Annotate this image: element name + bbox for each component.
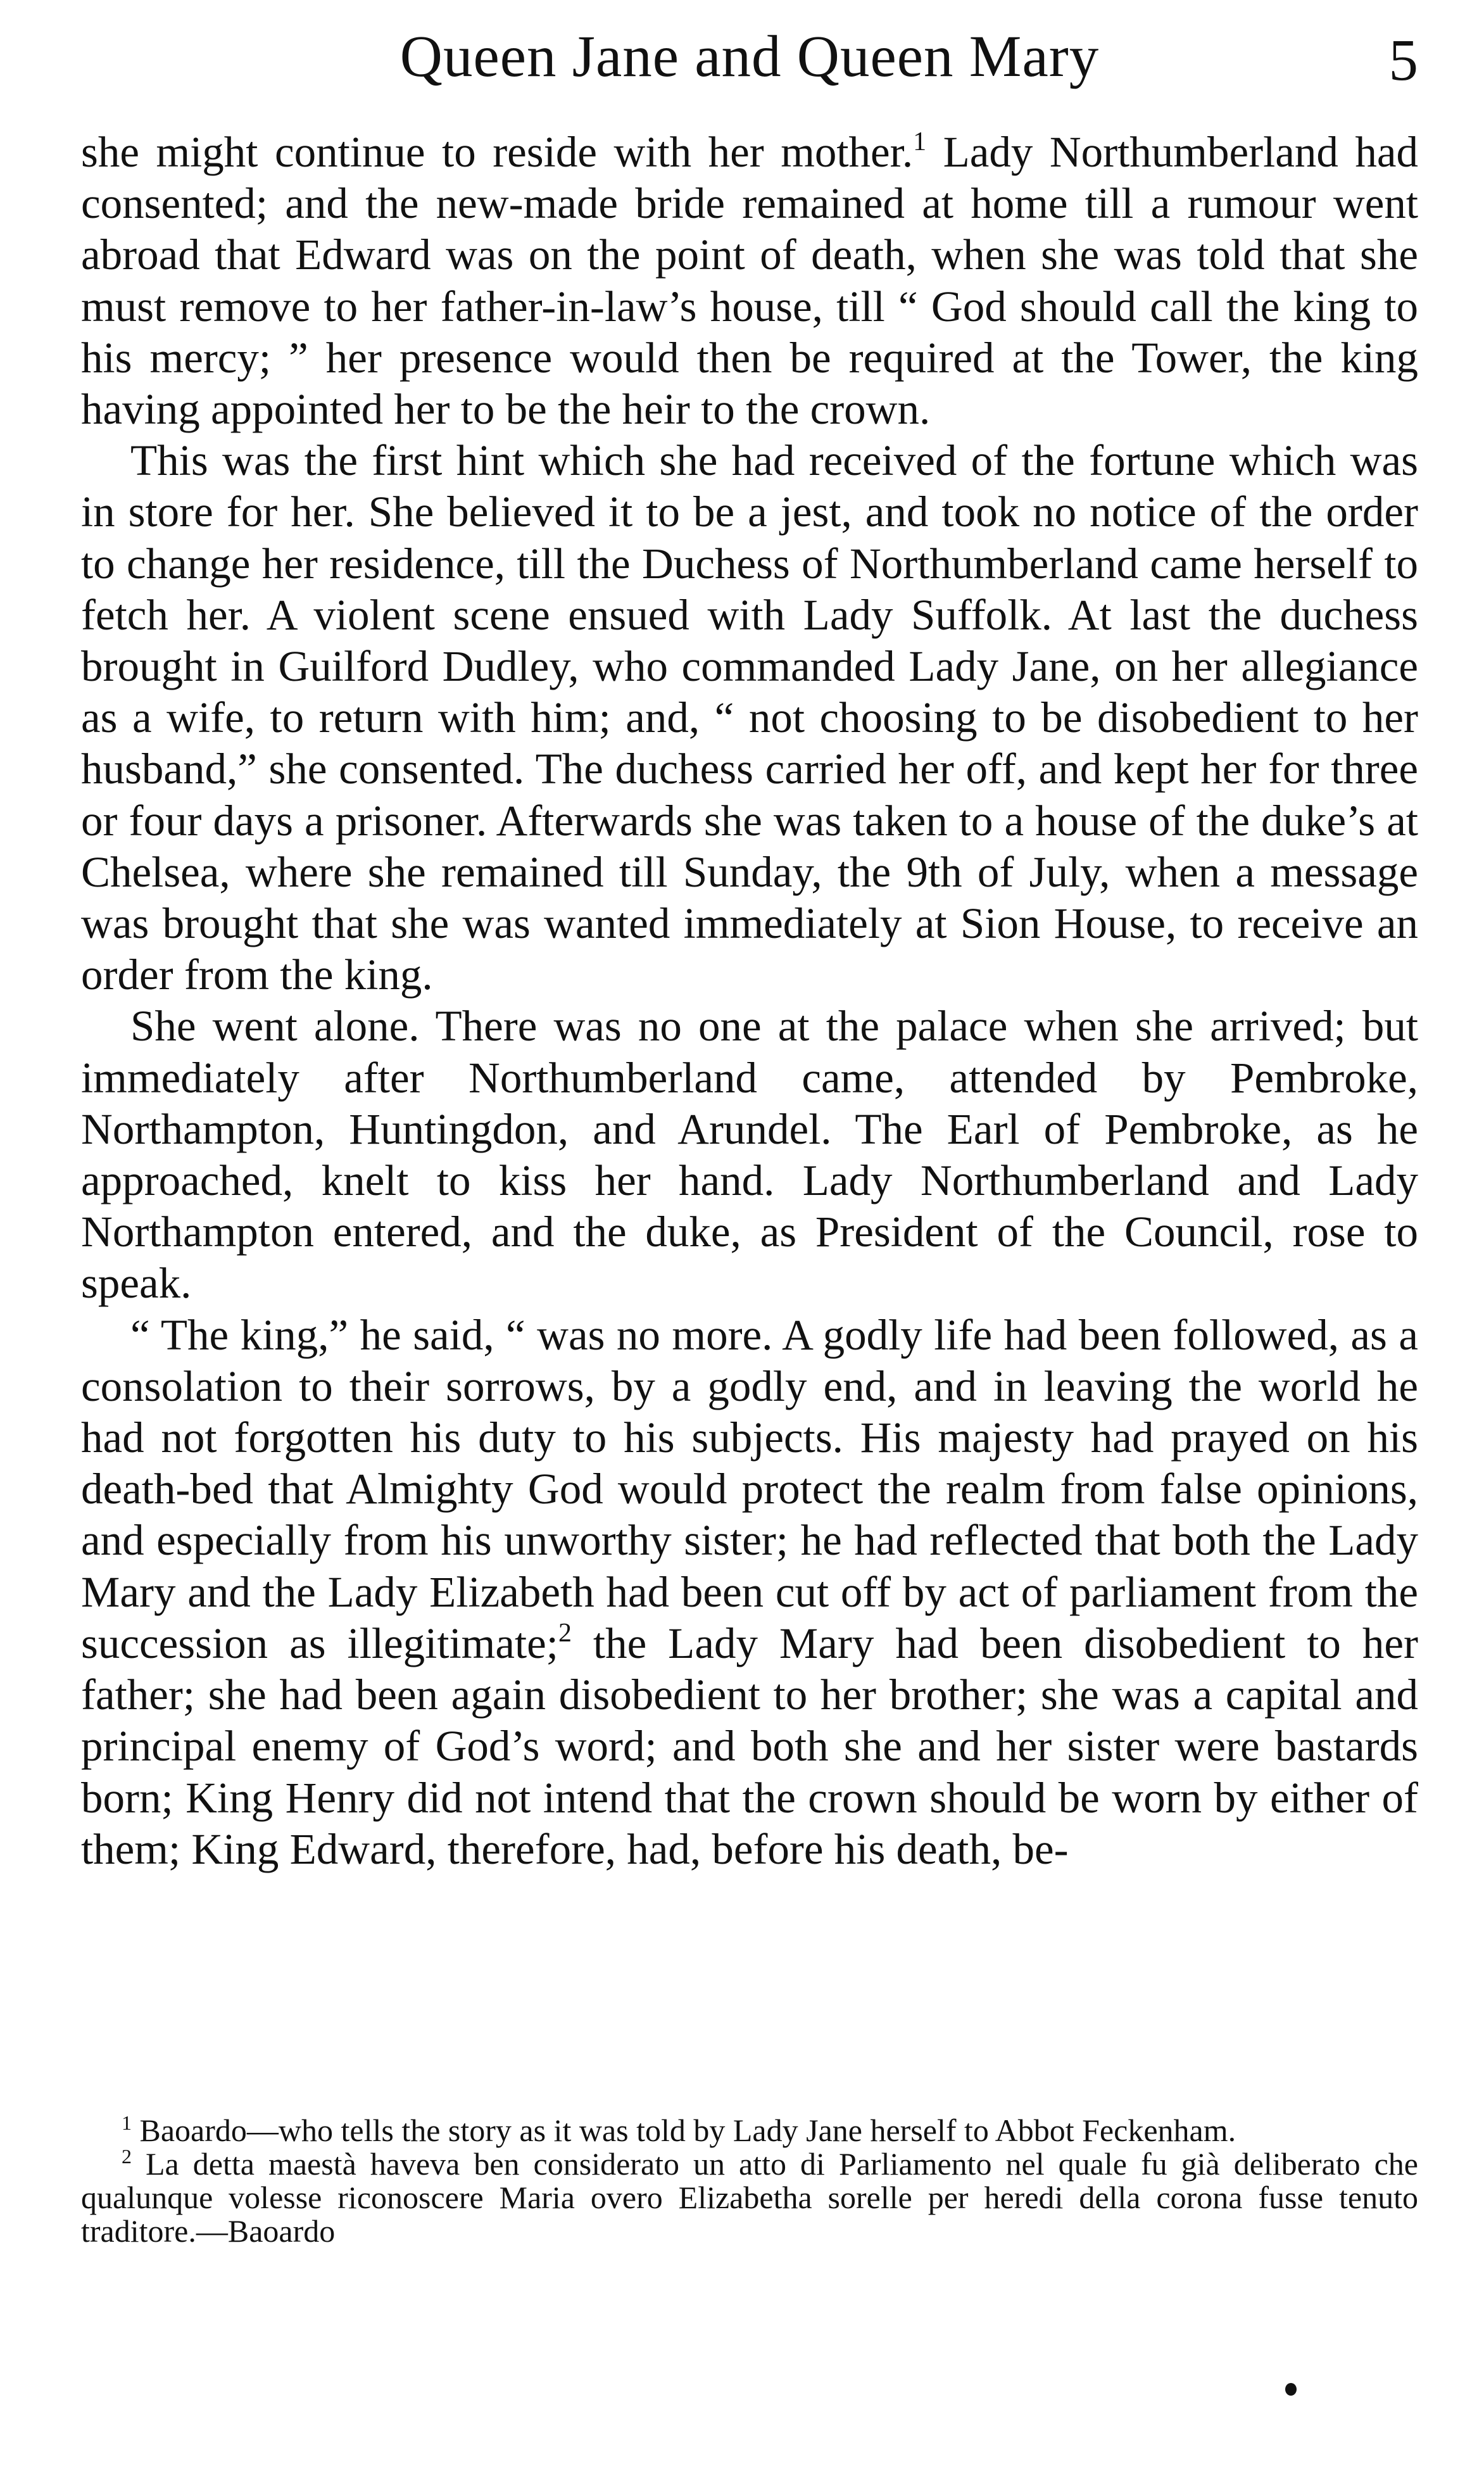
page-number: 5 [1388, 28, 1418, 93]
paragraph-1-text-b: Lady Northumberland had consented; and the new-made bride remained at home till a rumour went abroad that Edward was on the point of death, when she was told that she must remove to her father-in-law’s house, till “ God should call the king to his mercy; ” her presence would then be required at the Tower, the king having appointed her to be the heir to the crown. [81, 128, 1418, 434]
footnote-2-text: La detta maestà haveva ben considerato un atto di Parliamento nel quale fu già deliberato che qualunque volesse riconoscere Maria overo Elizabetha sorelle per heredi della corona fusse tenuto traditore.—Baoardo [81, 2146, 1418, 2249]
paragraph-3: She went alone. There was no one at the palace when she arrived; but immediately after Northumberland came, attended by Pembroke, Northampton, Huntingdon, and Arundel. The Earl of Pembroke, as he approached, knelt to kiss her hand. Lady Northumberland and Lady Northampton entered, and the duke, as President of the Council, rose to speak. [81, 1002, 1418, 1308]
signature-dot-mark [1285, 2383, 1297, 2396]
paragraph-1 [81, 127, 1418, 435]
footnote-1-mark: 1 [122, 2111, 132, 2134]
footnote-ref-2: 2 [558, 1618, 572, 1648]
footnotes [81, 2111, 1418, 2249]
paragraph-1-text-a: she might continue to reside with her mother. [81, 128, 914, 176]
body-text [81, 127, 1418, 1875]
footnote-2 [81, 2147, 1418, 2248]
paragraph-4 [81, 1310, 1418, 1875]
book-page [81, 0, 1418, 2471]
paragraph-4-text-b: the Lady Mary had been disobedient to her father; she had been again disobedient to her brother; she was a capital and principal enemy of God’s word; and both she and her sister were bastards born; King Henry did not intend that the crown should be worn by either of them; King Edward, therefore, had, before his death, be- [81, 1619, 1418, 1873]
footnote-2-mark: 2 [122, 2145, 132, 2168]
paragraph-2: This was the first hint which she had received of the fortune which was in store for her. She believed it to be a jest, and took no notice of the order to change her residence, till the Duchess of Northumberland came herself to fetch her. A violent scene ensued with Lady Suffolk. At last the duchess brought in Guilford Dudley, who commanded Lady Jane, on her allegiance as a wife, to return with him; and, “ not choosing to be disobedient to her husband,” she consented. The duchess carried her off, and kept her for three or four days a prisoner. Afterwards she was taken to a house of the duke’s at Chelsea, where she remained till Sunday, the 9th of July, when a message was brought that she was wanted immediately at Sion House, to receive an order from the king. [81, 436, 1418, 999]
footnote-1-text: Baoardo—who tells the story as it was told by Lady Jane herself to Abbot Feckenham. [132, 2113, 1236, 2148]
footnote-1 [81, 2111, 1418, 2148]
footnote-ref-1: 1 [913, 127, 927, 156]
paragraph-4-text-a: “ The king,” he said, “ was no more. A godly life had been followed, as a consolation to their sorrows, by a godly end, and in leaving the world he had not forgotten his duty to his subjects. His majesty had prayed on his death-bed that Almighty God would protect the realm from false opinions, and especially from his unworthy sister; he had reflected that both the Lady Mary and the Lady Elizabeth had been cut off by act of parliament from the succession as illegitimate; [81, 1310, 1418, 1667]
running-title: Queen Jane and Queen Mary [399, 24, 1100, 89]
running-head [81, 19, 1418, 95]
